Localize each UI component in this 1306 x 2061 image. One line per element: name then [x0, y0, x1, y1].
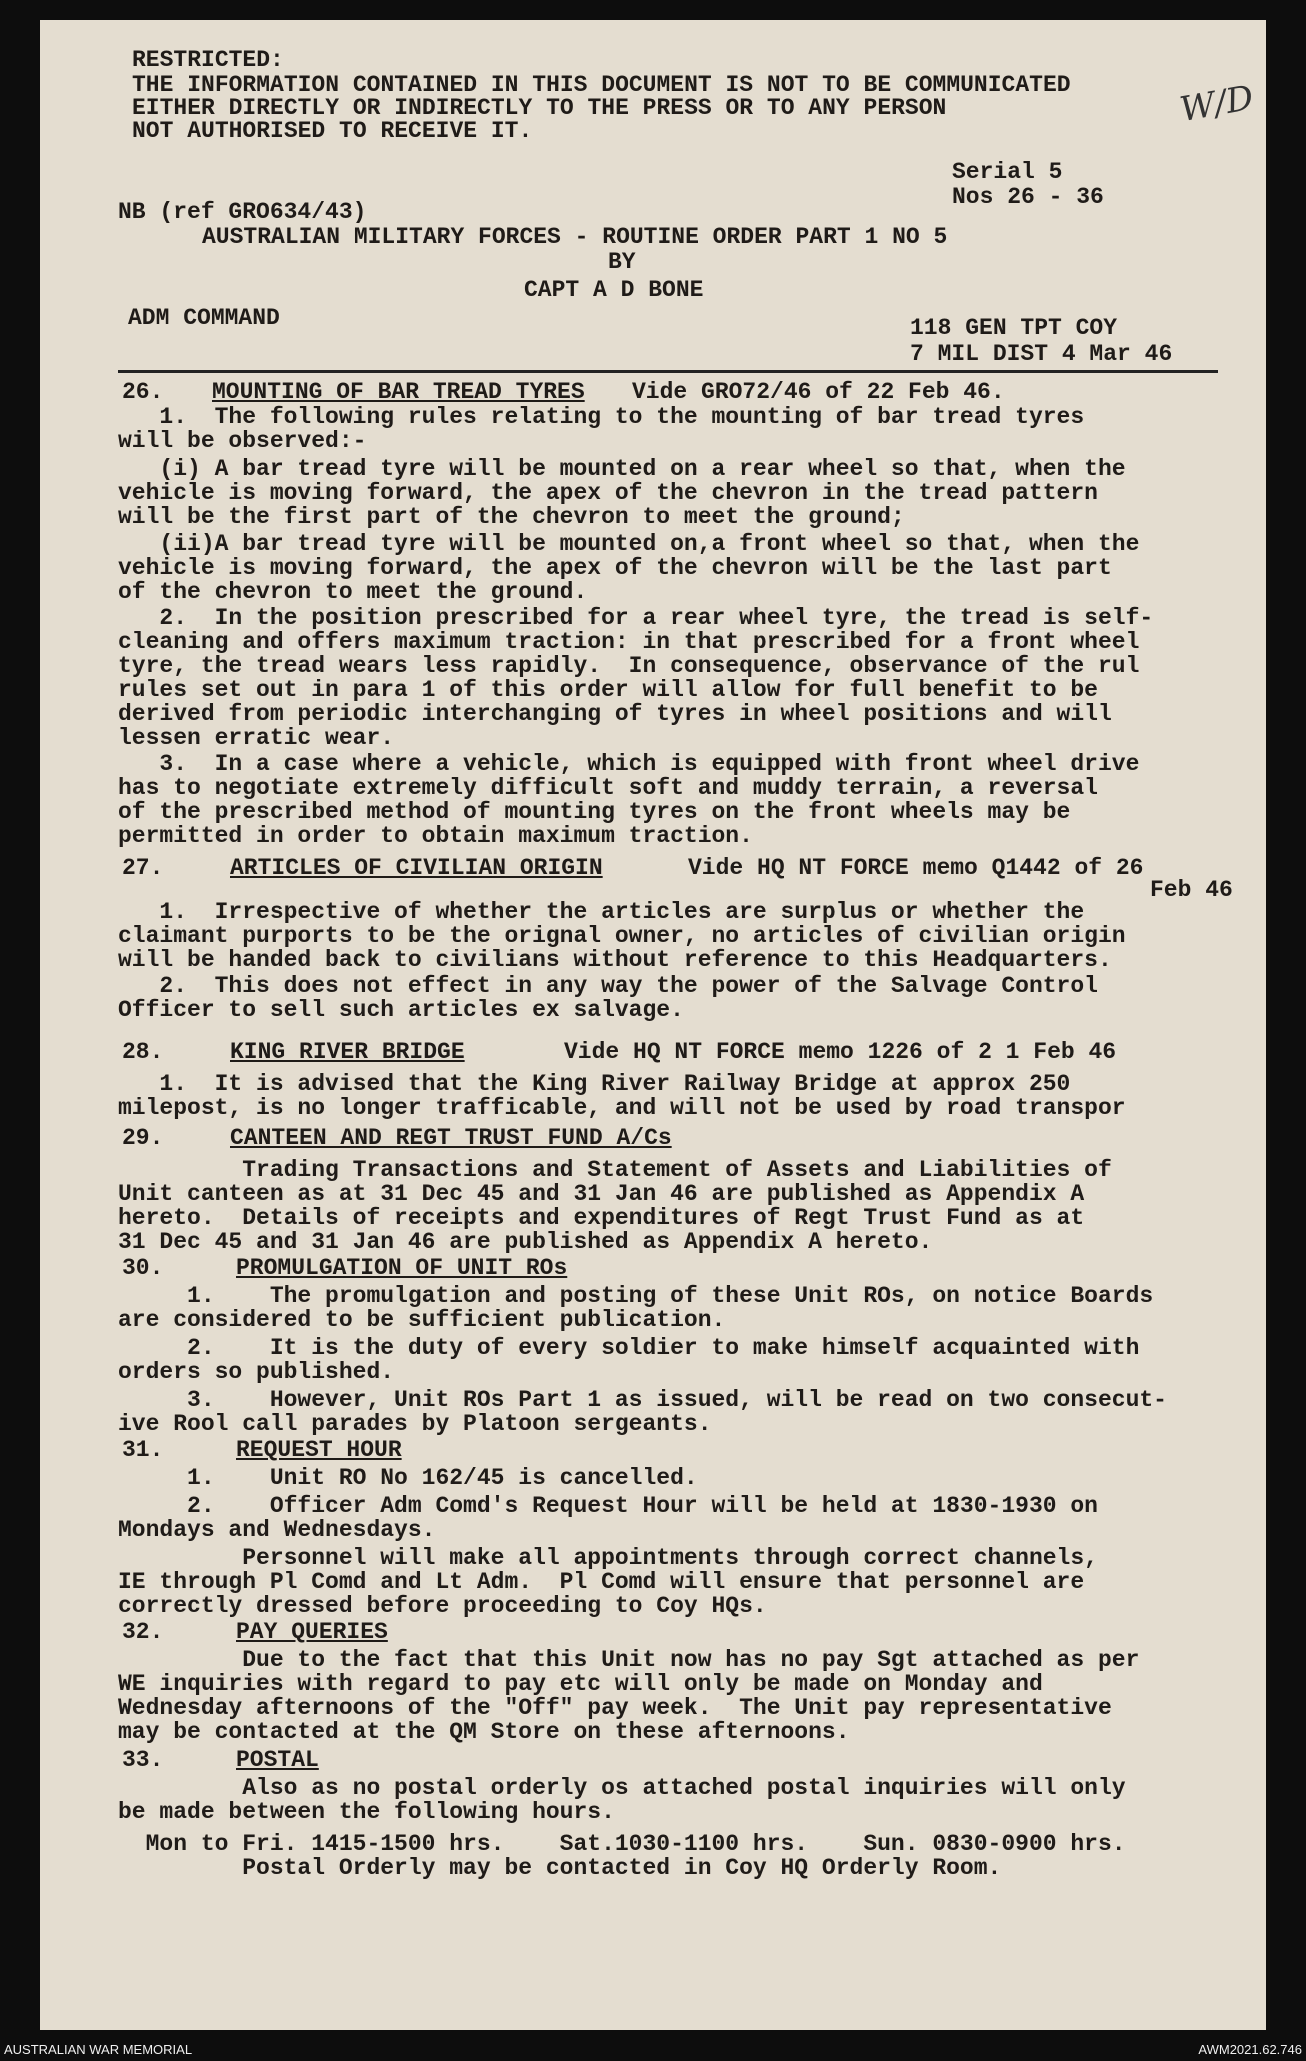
text-line: Due to the fact that this Unit now has no pay Sgt attached as per: [118, 1647, 1140, 1673]
section-number: 26.: [122, 379, 164, 405]
text-line: 2. This does not effect in any way the power of the Salvage Control: [118, 973, 1098, 999]
text-line: 1. Irrespective of whether the articles are surplus or whether the: [118, 899, 1085, 925]
text-line: correctly dressed before proceeding to Coy HQs.: [118, 1593, 767, 1619]
text-line: orders so published.: [118, 1359, 395, 1385]
section-number: 30.: [122, 1255, 164, 1281]
section-reference: Vide HQ NT FORCE memo 1226 of 2 1 Feb 46: [564, 1039, 1117, 1065]
text-line: of the chevron to meet the ground.: [118, 579, 588, 605]
text-line: cleaning and offers maximum traction: in that prescribed for a front wheel: [118, 629, 1140, 655]
text-line: vehicle is moving forward, the apex of the chevron will be the last part: [118, 555, 1112, 581]
text-line: ive Rool call parades by Platoon sergeants.: [118, 1411, 712, 1437]
restriction-line-3: NOT AUTHORISED TO RECEIVE IT.: [132, 118, 533, 144]
text-line: Unit canteen as at 31 Dec 45 and 31 Jan 46 are published as Appendix A: [118, 1181, 1085, 1207]
section-heading: PROMULGATION OF UNIT ROs: [236, 1255, 568, 1281]
order-author: CAPT A D BONE: [524, 277, 704, 303]
restriction-label: RESTRICTED:: [132, 47, 284, 73]
text-line: lessen erratic wear.: [118, 725, 395, 751]
text-line: will be observed:-: [118, 428, 367, 454]
text-line: Personnel will make all appointments through correct channels,: [118, 1545, 1098, 1571]
text-line: 2. In the position prescribed for a rear wheel tyre, the tread is self-: [118, 605, 1154, 631]
text-line: rules set out in para 1 of this order will allow for full benefit to be: [118, 677, 1098, 703]
text-line: may be contacted at the QM Store on these afternoons.: [118, 1719, 850, 1745]
text-line: hereto. Details of receipts and expenditures of Regt Trust Fund as at: [118, 1205, 1085, 1231]
section-heading: PAY QUERIES: [236, 1619, 388, 1645]
handwritten-annotation: W/D: [1176, 77, 1257, 131]
text-line: 1. Unit RO No 162/45 is cancelled.: [118, 1465, 698, 1491]
command: ADM COMMAND: [128, 305, 280, 331]
archive-credit: AUSTRALIAN WAR MEMORIAL: [4, 2042, 193, 2057]
order-by: BY: [608, 249, 636, 275]
text-line: Postal Orderly may be contacted in Coy HQ Orderly Room.: [118, 1855, 1002, 1881]
text-line: (ii)A bar tread tyre will be mounted on,a front wheel so that, when the: [118, 531, 1140, 557]
section-heading: POSTAL: [236, 1747, 319, 1773]
text-line: claimant purports to be the orignal owner, no articles of civilian origin: [118, 923, 1126, 949]
text-line: 3. In a case where a vehicle, which is equipped with front wheel drive: [118, 751, 1140, 777]
text-line: 1. The following rules relating to the mounting of bar tread tyres: [118, 404, 1085, 430]
text-line: 2. It is the duty of every soldier to make himself acquainted with: [118, 1335, 1140, 1361]
text-line: Officer to sell such articles ex salvage.: [118, 997, 684, 1023]
section-heading: CANTEEN AND REGT TRUST FUND A/Cs: [230, 1125, 672, 1151]
text-line: 1. It is advised that the King River Railway Bridge at approx 250: [118, 1071, 1071, 1097]
text-line: 31 Dec 45 and 31 Jan 46 are published as Appendix A hereto.: [118, 1229, 933, 1255]
postal-hours: Mon to Fri. 1415-1500 hrs. Sat.1030-1100 hrs. Sun. 0830-0900 hrs.: [118, 1831, 1126, 1857]
unit-name: 118 GEN TPT COY: [910, 315, 1118, 341]
text-line: will be the first part of the chevron to meet the ground;: [118, 504, 905, 530]
text-line: IE through Pl Comd and Lt Adm. Pl Comd will ensure that personnel are: [118, 1569, 1085, 1595]
header-divider: [118, 370, 1218, 373]
text-line: are considered to be sufficient publication.: [118, 1307, 726, 1333]
section-number: 27.: [122, 855, 164, 881]
section-reference: Vide HQ NT FORCE memo Q1442 of 26: [688, 855, 1144, 881]
section-reference: Vide GRO72/46 of 22 Feb 46.: [632, 379, 1005, 405]
order-numbers: Nos 26 - 36: [952, 184, 1104, 210]
text-line: be made between the following hours.: [118, 1799, 615, 1825]
text-line: 2. Officer Adm Comd's Request Hour will be held at 1830-1930 on: [118, 1493, 1098, 1519]
restriction-line-1: THE INFORMATION CONTAINED IN THIS DOCUMENT IS NOT TO BE COMMUNICATED: [132, 72, 1071, 98]
section-reference-continued: Feb 46: [1150, 877, 1233, 903]
text-line: Mondays and Wednesdays.: [118, 1517, 436, 1543]
section-number: 31.: [122, 1437, 164, 1463]
text-line: derived from periodic interchanging of tyres in wheel positions and will: [118, 701, 1112, 727]
text-line: WE inquiries with regard to pay etc will only be made on Monday and: [118, 1671, 1043, 1697]
section-number: 33.: [122, 1747, 164, 1773]
text-line: vehicle is moving forward, the apex of the chevron in the tread pattern: [118, 480, 1098, 506]
district-date: 7 MIL DIST 4 Mar 46: [910, 341, 1173, 367]
text-line: (i) A bar tread tyre will be mounted on a rear wheel so that, when the: [118, 456, 1126, 482]
section-heading: REQUEST HOUR: [236, 1437, 402, 1463]
text-line: tyre, the tread wears less rapidly. In consequence, observance of the rul: [118, 653, 1140, 679]
text-line: 1. The promulgation and posting of these Unit ROs, on notice Boards: [118, 1283, 1154, 1309]
text-line: milepost, is no longer trafficable, and will not be used by road transpor: [118, 1095, 1126, 1121]
serial-number: Serial 5: [952, 159, 1063, 185]
section-heading: ARTICLES OF CIVILIAN ORIGIN: [230, 855, 603, 881]
text-line: has to negotiate extremely difficult soft and muddy terrain, a reversal: [118, 775, 1098, 801]
section-heading: KING RIVER BRIDGE: [230, 1039, 465, 1065]
document-page: [40, 20, 1266, 2030]
restriction-line-2: EITHER DIRECTLY OR INDIRECTLY TO THE PRESS OR TO ANY PERSON: [132, 95, 947, 121]
text-line: of the prescribed method of mounting tyres on the front wheels may be: [118, 799, 1071, 825]
text-line: will be handed back to civilians without reference to this Headquarters.: [118, 947, 1112, 973]
text-line: Also as no postal orderly os attached postal inquiries will only: [118, 1775, 1126, 1801]
archive-id: AWM2021.62.746: [1198, 2042, 1302, 2057]
text-line: Wednesday afternoons of the "Off" pay week. The Unit pay representative: [118, 1695, 1112, 1721]
text-line: permitted in order to obtain maximum traction.: [118, 823, 753, 849]
section-number: 32.: [122, 1619, 164, 1645]
reference: NB (ref GRO634/43): [118, 199, 367, 225]
section-heading: MOUNTING OF BAR TREAD TYRES: [212, 379, 585, 405]
text-line: 3. However, Unit ROs Part 1 as issued, will be read on two consecut-: [118, 1387, 1167, 1413]
text-line: Trading Transactions and Statement of Assets and Liabilities of: [118, 1157, 1112, 1183]
section-number: 29.: [122, 1125, 164, 1151]
section-number: 28.: [122, 1039, 164, 1065]
order-title: AUSTRALIAN MILITARY FORCES - ROUTINE ORDER PART 1 NO 5: [202, 224, 948, 250]
